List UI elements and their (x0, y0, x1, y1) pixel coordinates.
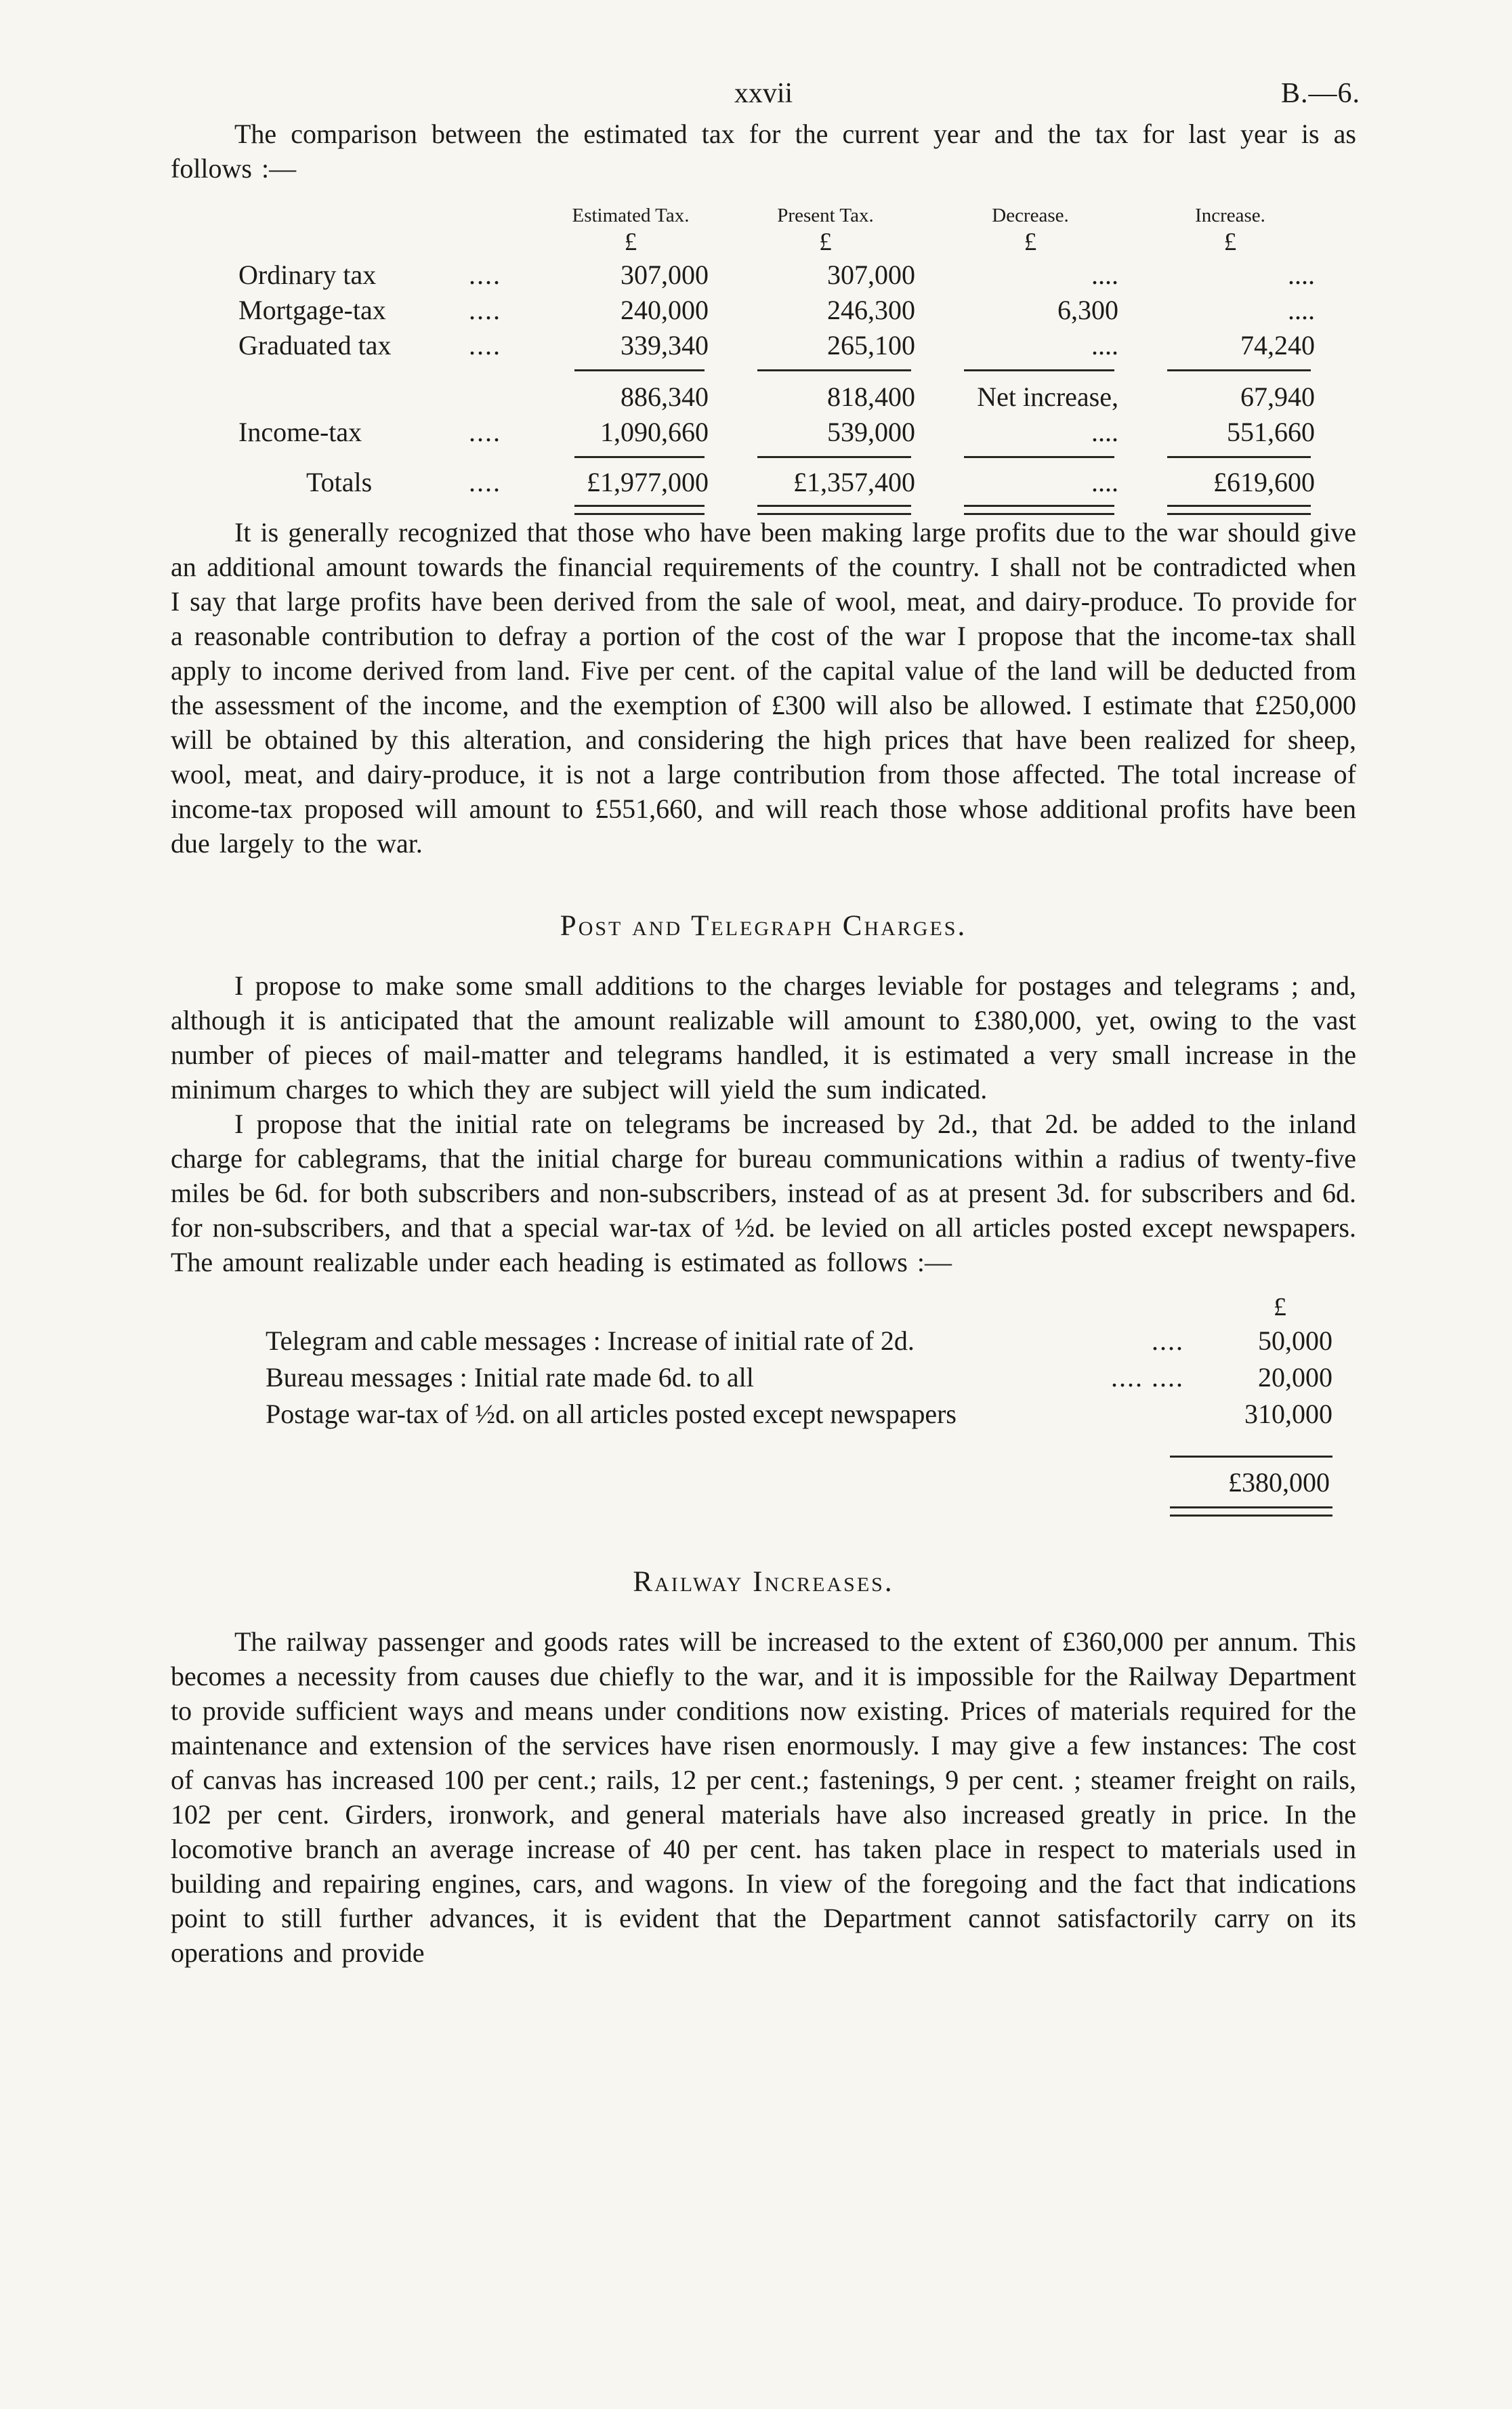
post-charges-paragraph-2: I propose that the initial rate on telegrams be increased by 2d., that 2d. be added to the inland charge for cablegrams, that the initial charge for bureau communications within a radius of twenty-five miles be 6d. for both subscribers and non-subscribers, instead of as at present 3d. for subscribers and 6d. for non-subscribers, and that a special war-tax of ½d. be levied on all articles posted except newspapers. The amount realizable under each heading is estimated as follows :— (171, 1109, 1356, 1277)
charge-amount: 310,000 (1244, 1399, 1332, 1429)
leader-dots: .... (1152, 1325, 1184, 1356)
charge-label: Bureau messages : Initial rate made 6d. to all (266, 1362, 754, 1393)
cell-increase: £619,600 (1213, 467, 1315, 497)
cell-estimated: 307,000 (621, 260, 709, 290)
pound-symbol: £ (819, 228, 832, 256)
table-rule-row (238, 450, 1356, 465)
charge-label: Telegram and cable messages : Increase of initial rate of 2d. (266, 1325, 915, 1356)
table-totals-row (238, 465, 1356, 500)
cell-decrease: .... (1091, 417, 1118, 447)
column-header-decrease: Decrease. (992, 205, 1069, 226)
page-number: xxvii (734, 78, 793, 109)
row-label: Graduated tax (238, 330, 392, 361)
cell-increase: .... (1288, 295, 1315, 325)
leader-dots: .... (469, 295, 501, 325)
table-subtotal-row (238, 379, 1356, 415)
pound-symbol: £ (1024, 228, 1037, 256)
railway-paragraph: The railway passenger and goods rates will be increased to the extent of £360,000 per annum. This becomes a necessity from causes due chiefly to the war, and it is impossible for the Railway Department to provide sufficient ways and means under conditions now existing. Prices of materials required for the maintenance and extension of the services have risen enormously. I may give a few instances: The cost of canvas has increased 100 per cent.; rails, 12 per cent.; fastenings, 9 per cent. ; steamer freight on rails, 102 per cent. Girders, ironwork, and general materials have also increased greatly in price. In the locomotive branch an average increase of 40 per cent. has taken place in respect to materials used in building and repairing engines, cars, and wagons. In view of the foregoing and the fact that indications point to still further advances, it is evident that the Department cannot satisfactorily carry on its operations and provide (171, 1626, 1356, 1968)
cell-estimated: 339,340 (621, 330, 709, 361)
cell-increase: .... (1288, 260, 1315, 290)
net-increase-note: Net increase, (977, 382, 1118, 412)
cell-estimated: 240,000 (621, 295, 709, 325)
leader-dots: .... (469, 467, 501, 497)
pound-symbol: £ (624, 228, 637, 256)
double-rule (1170, 1506, 1332, 1517)
cell-decrease: .... (1091, 330, 1118, 361)
table-row (238, 415, 1356, 450)
profits-paragraph: It is generally recognized that those who have been making large profits due to the war should give an additional amount towards the financial requirements of the country. I shall not be contradicted when I say that large profits have been derived from the sale of wool, meat, and dairy-produce. To provide for a reasonable contribution to defray a portion of the cost of the war I propose that the income-tax shall apply to income derived from land. Five per cent. of the capital value of the land will be deducted from the assessment of the income, and the exemption of £300 will also be allowed. I estimate that £250,000 will be obtained by this alteration, and considering the high prices that have been realized for sheep, wool, meat, and dairy-produce, it is not a large contribution from those affected. The total increase of income-tax proposed will amount to £551,660, and will reach those whose additional profits have been due largely to the war. (171, 517, 1356, 859)
section-heading-post-telegraph: Post and Telegraph Charges. (560, 910, 967, 942)
leader-dots: .... (469, 330, 501, 361)
cell-estimated: 886,340 (621, 382, 709, 412)
cell-present: 265,100 (827, 330, 915, 361)
cell-estimated: 1,090,660 (600, 417, 709, 447)
column-header-estimated: Estimated Tax. (572, 205, 690, 226)
cell-present: 307,000 (827, 260, 915, 290)
cell-present: £1,357,400 (793, 467, 915, 497)
list-item (266, 1396, 1332, 1433)
cell-increase: 74,240 (1240, 330, 1315, 361)
cell-present: 818,400 (827, 382, 915, 412)
table-double-rule-row (238, 500, 1356, 515)
leader-dots: .... (469, 417, 501, 447)
section-heading-railway: Railway Increases. (633, 1566, 894, 1598)
cell-present: 539,000 (827, 417, 915, 447)
tax-comparison-table (238, 203, 1356, 515)
row-label: Mortgage-tax (238, 295, 386, 325)
document-reference: B.—6. (1280, 78, 1360, 109)
table-row (238, 328, 1356, 363)
charges-total-amount: £380,000 (1170, 1456, 1332, 1501)
list-item (266, 1359, 1332, 1396)
text-block (171, 76, 1360, 1970)
row-label: Totals (306, 467, 373, 497)
row-label: Ordinary tax (238, 260, 377, 290)
charge-label: Postage war-tax of ½d. on all articles posted except newspapers (266, 1399, 957, 1429)
column-header-increase: Increase. (1195, 205, 1265, 226)
charges-list (266, 1292, 1332, 1517)
cell-decrease: 6,300 (1057, 295, 1118, 325)
column-header-present: Present Tax. (777, 205, 874, 226)
cell-present: 246,300 (827, 295, 915, 325)
table-header-row (238, 203, 1356, 228)
currency-symbol-row (238, 228, 1356, 258)
cell-estimated: £1,977,000 (587, 467, 709, 497)
post-charges-paragraph-1: I propose to make some small additions to the charges leviable for postages and telegrams ; and, although it is anticipated that the amount realizable will amount to £380,000, yet, owing to the vast number of pieces of mail-matter and telegrams handled, it is estimated a very small increase in the minimum charges to which they are subject will yield the sum indicated. (171, 970, 1356, 1105)
charge-amount: 50,000 (1258, 1325, 1332, 1356)
row-label: Income-tax (238, 417, 362, 447)
intro-paragraph: The comparison between the estimated tax for the current year and the tax for last year is as follows :— (171, 119, 1356, 184)
cell-decrease: .... (1091, 260, 1118, 290)
cell-increase: 67,940 (1240, 382, 1315, 412)
leader-dots: .... (469, 260, 501, 290)
leader-dots: .... .... (1111, 1362, 1184, 1393)
pound-symbol: £ (1223, 228, 1237, 256)
page-header (171, 76, 1360, 117)
cell-increase: 551,660 (1227, 417, 1315, 447)
table-row (238, 293, 1356, 328)
charges-total (1170, 1456, 1332, 1517)
cell-decrease: .... (1091, 467, 1118, 497)
table-row (238, 258, 1356, 293)
charge-amount: 20,000 (1258, 1362, 1332, 1393)
list-item (266, 1323, 1332, 1359)
pound-symbol: £ (1274, 1293, 1286, 1321)
table-rule-row (238, 363, 1356, 378)
